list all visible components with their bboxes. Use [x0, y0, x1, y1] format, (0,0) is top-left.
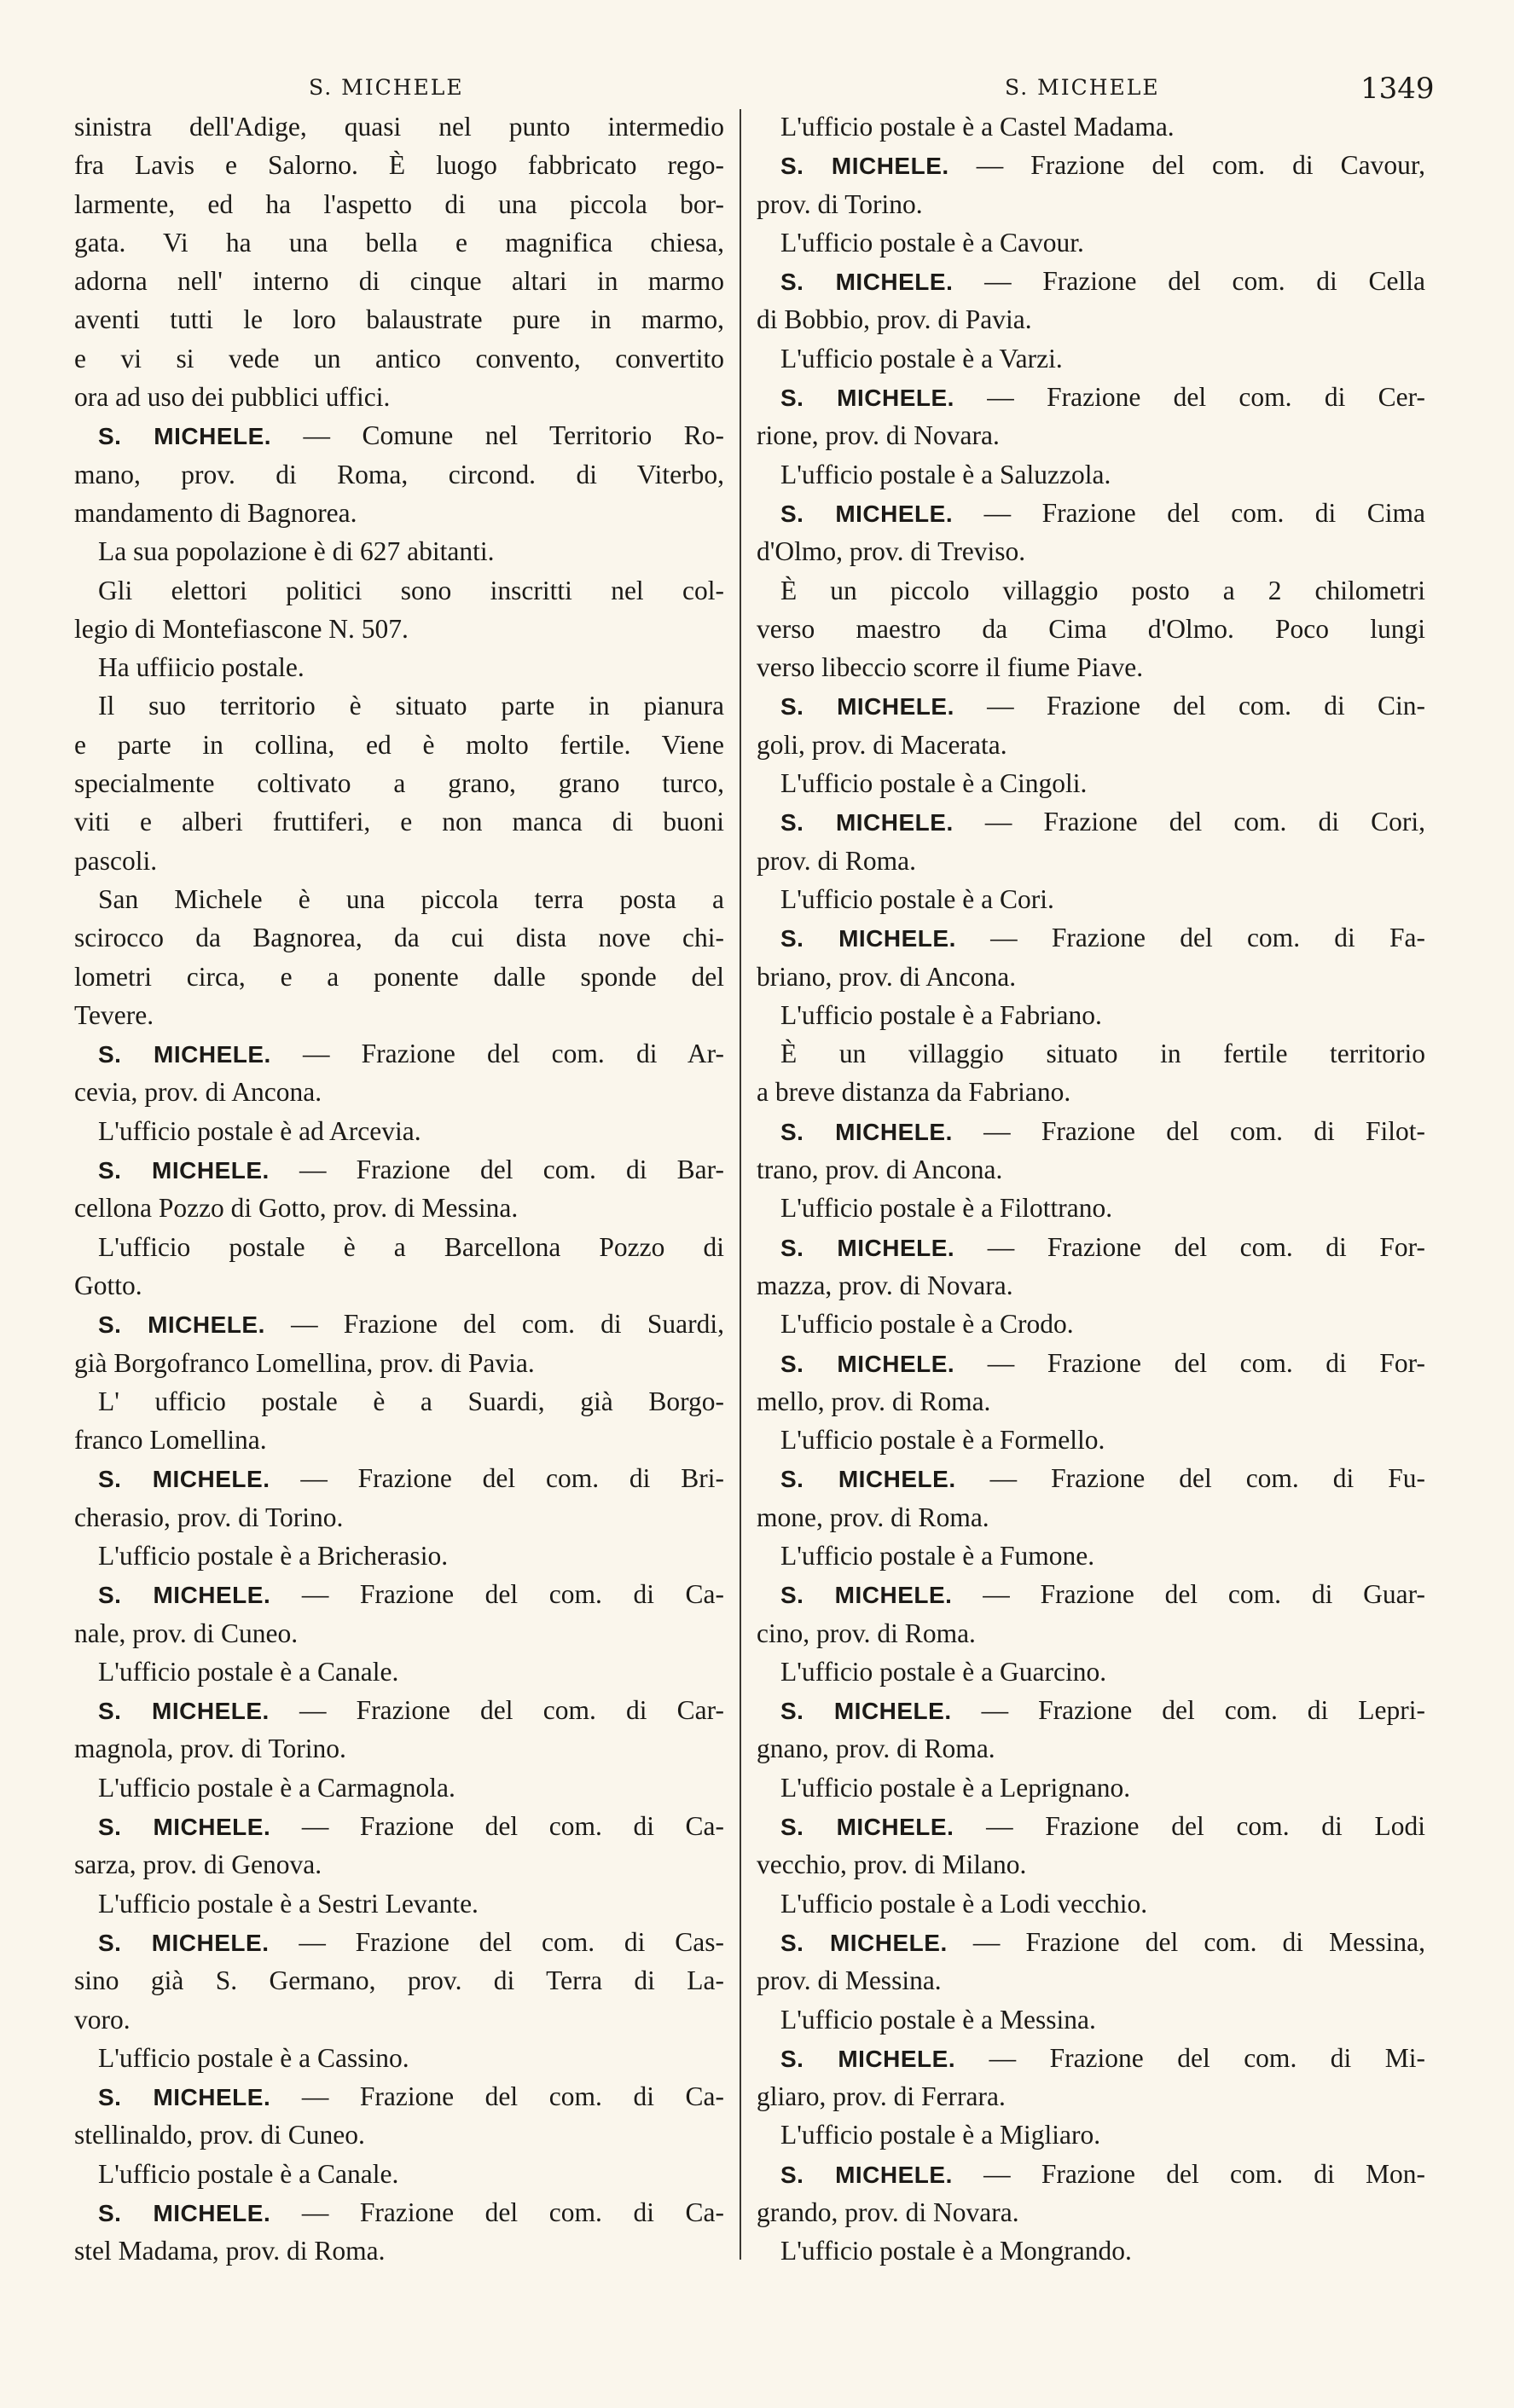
line-text: magnola, prov. di Torino. [74, 1734, 346, 1764]
text-line [757, 1034, 1425, 1073]
text-line [74, 2155, 724, 2193]
line-text: verso maestro da Cima d'Olmo. Poco lungi [757, 613, 1425, 644]
entry-heading: S. MICHELE. [780, 2045, 956, 2072]
text-line [74, 339, 724, 378]
text-line [74, 918, 724, 957]
line-text: — Frazione del com. di Lodi [954, 1811, 1426, 1842]
text-line [74, 1305, 724, 1343]
text-line [74, 958, 724, 996]
text-line [757, 146, 1425, 184]
line-text: — Frazione del com. di Cima [953, 497, 1426, 528]
line-text: sinistra dell'Adige, quasi nel punto intermedio [74, 112, 724, 142]
line-text: L'ufficio postale è a Cori. [780, 883, 1054, 914]
text-line [74, 1845, 724, 1884]
line-text: L'ufficio postale è a Cavour. [780, 227, 1084, 258]
line-text: — Frazione del com. di Bar- [269, 1155, 725, 1185]
entry-heading: S. MICHELE. [780, 1582, 953, 1609]
page-number: 1349 [1360, 72, 1435, 106]
line-text: Ha uffiicio postale. [98, 652, 305, 683]
line-text: franco Lomellina. [74, 1425, 267, 1456]
text-line [74, 1189, 724, 1227]
line-text: L'ufficio postale è a Canale. [98, 2158, 399, 2189]
line-text: L'ufficio postale è a Leprignano. [780, 1772, 1131, 1803]
line-text: — Frazione del com. di Suardi, [264, 1309, 725, 1340]
entry-heading: S. MICHELE. [98, 1698, 270, 1725]
line-text: vecchio, prov. di Milano. [757, 1849, 1027, 1880]
text-line [74, 1575, 724, 1613]
text-line [74, 802, 724, 841]
line-text: L'ufficio postale è a Fabriano. [780, 999, 1102, 1030]
line-text: — Frazione del com. di Fa- [955, 923, 1426, 953]
line-text: L'ufficio postale è a Cingoli. [780, 768, 1088, 799]
text-line [74, 2231, 724, 2270]
text-line [757, 2000, 1425, 2039]
line-text: specialmente coltivato a grano, grano turco, [74, 768, 724, 799]
entry-heading: S. MICHELE. [98, 1311, 265, 1339]
entry-heading: S. MICHELE. [98, 1041, 271, 1068]
line-text: È un piccolo villaggio posto a 2 chilometri [780, 575, 1425, 605]
text-line [74, 1807, 724, 1845]
line-text: L'ufficio postale è a Migliaro. [780, 2120, 1101, 2150]
line-text: — Frazione del com. di Car- [269, 1695, 725, 1726]
line-text: — Frazione del com. di Mi- [955, 2042, 1426, 2073]
line-text: gata. Vi ha una bella e magnifica chiesa, [74, 227, 724, 258]
entry-heading: S. MICHELE. [780, 925, 956, 952]
line-text: sino già S. Germano, prov. di Terra di La- [74, 1965, 724, 1996]
running-head-left: S. MICHELE [309, 75, 464, 100]
entry-heading: S. MICHELE. [98, 1814, 271, 1841]
text-line [74, 416, 724, 454]
line-text: — Frazione del com. di Ca- [270, 2081, 725, 2112]
line-text: fra Lavis e Salorno. È luogo fabbricato rego- [74, 150, 724, 181]
text-line [74, 1923, 724, 1961]
entry-heading: S. MICHELE. [780, 1234, 955, 1261]
line-text: — Frazione del com. di Cer- [954, 382, 1426, 413]
line-text: L'ufficio postale è a Cassino. [98, 2042, 409, 2073]
text-line [74, 1537, 724, 1575]
line-text: — Frazione del com. di Bri- [270, 1463, 725, 1494]
line-text: viti e alberi fruttiferi, e non manca di buoni [74, 807, 724, 837]
text-line [757, 2116, 1425, 2154]
text-line [757, 1923, 1425, 1961]
entry-heading: S. MICHELE. [780, 809, 954, 836]
entry-heading: S. MICHELE. [780, 385, 954, 412]
line-text: L'ufficio postale è a Barcellona Pozzo di [98, 1231, 724, 1262]
line-text: di Bobbio, prov. di Pavia. [757, 304, 1032, 335]
entry-heading: S. MICHELE. [780, 1929, 948, 1956]
line-text: Il suo territorio è situato parte in pianura [98, 691, 724, 721]
entry-heading: S. MICHELE. [98, 2084, 271, 2111]
right-column [757, 107, 1425, 2271]
line-text: mandamento di Bagnorea. [74, 497, 357, 528]
text-line [74, 610, 724, 648]
text-line [757, 1807, 1425, 1845]
text-line [74, 1768, 724, 1807]
entry-heading: S. MICHELE. [98, 1157, 270, 1184]
text-line [757, 1228, 1425, 1266]
text-line [74, 223, 724, 262]
text-line [74, 300, 724, 339]
line-text: già Borgofranco Lomellina, prov. di Pavia. [74, 1347, 535, 1378]
line-text: grando, prov. di Novara. [757, 2197, 1019, 2228]
entry-heading: S. MICHELE. [98, 1929, 270, 1956]
left-column [74, 107, 724, 2271]
entry-heading: S. MICHELE. [780, 1466, 956, 1493]
line-text: nale, prov. di Cuneo. [74, 1618, 299, 1648]
text-line [757, 726, 1425, 764]
text-line [757, 1653, 1425, 1691]
text-line [74, 2116, 724, 2154]
text-line [74, 494, 724, 532]
text-line [757, 802, 1425, 841]
line-text: — Frazione del com. di Cin- [954, 691, 1425, 721]
text-line [757, 1498, 1425, 1537]
entry-heading: S. MICHELE. [780, 1118, 953, 1145]
line-text: prov. di Roma. [757, 845, 916, 876]
text-line [74, 1459, 724, 1497]
line-text: L'ufficio postale è a Carmagnola. [98, 1772, 455, 1803]
entry-heading: S. MICHELE. [780, 500, 954, 527]
entry-heading: S. MICHELE. [780, 269, 954, 296]
text-line [757, 1729, 1425, 1768]
line-text: La sua popolazione è di 627 abitanti. [98, 536, 495, 567]
text-line [757, 1382, 1425, 1421]
text-line [757, 532, 1425, 570]
text-line [757, 686, 1425, 725]
text-line [757, 1575, 1425, 1613]
entry-heading: S. MICHELE. [780, 1698, 952, 1725]
text-line [757, 494, 1425, 532]
text-line [74, 185, 724, 223]
line-text: — Frazione del com. di Ca- [270, 1579, 725, 1610]
line-text: cellona Pozzo di Gotto, prov. di Messina. [74, 1193, 519, 1224]
line-text: adorna nell' interno di cinque altari in marmo [74, 266, 724, 297]
text-line [74, 378, 724, 416]
text-line [74, 1382, 724, 1421]
text-line [74, 726, 724, 764]
line-text: Gotto. [74, 1270, 142, 1300]
text-line [74, 1228, 724, 1266]
line-text: rione, prov. di Novara. [757, 420, 1000, 451]
line-text: lometri circa, e a ponente dalle sponde del [74, 961, 724, 992]
line-text: — Frazione del com. di Filot- [952, 1115, 1426, 1146]
line-text: gnano, prov. di Roma. [757, 1734, 995, 1764]
line-text: — Frazione del com. di Guar- [952, 1579, 1426, 1610]
line-text: L'ufficio postale è a Bricherasio. [98, 1540, 449, 1571]
line-text: — Frazione del com. di Mon- [952, 2158, 1426, 2189]
line-text: San Michele è una piccola terra posta a [98, 883, 724, 914]
line-text: L'ufficio postale è a Mongrando. [780, 2236, 1132, 2266]
entry-heading: S. MICHELE. [780, 1814, 954, 1841]
line-text: — Frazione del com. di Ca- [270, 1811, 725, 1842]
text-line [757, 1459, 1425, 1497]
entry-heading: S. MICHELE. [98, 2200, 271, 2227]
text-line [757, 185, 1425, 223]
line-text: ora ad uso dei pubblici uffici. [74, 382, 391, 413]
text-line [74, 146, 724, 184]
text-line [757, 2231, 1425, 2270]
line-text: Tevere. [74, 999, 154, 1030]
line-text: L'ufficio postale è ad Arcevia. [98, 1115, 421, 1146]
entry-heading: S. MICHELE. [98, 1466, 270, 1493]
text-line [74, 1034, 724, 1073]
line-text: L'ufficio postale è a Fumone. [780, 1540, 1095, 1571]
text-line [757, 1614, 1425, 1653]
text-line [757, 1344, 1425, 1382]
text-line [74, 1150, 724, 1189]
text-line [757, 880, 1425, 918]
line-text: cino, prov. di Roma. [757, 1618, 976, 1648]
line-text: mone, prov. di Roma. [757, 1502, 989, 1532]
line-text: — Comune nel Territorio Ro- [271, 420, 725, 451]
line-text: pascoli. [74, 845, 158, 876]
line-text: L'ufficio postale è a Filottrano. [780, 1193, 1113, 1224]
text-line [74, 107, 724, 146]
running-head-right: S. MICHELE [1005, 75, 1160, 100]
line-text: cevia, prov. di Ancona. [74, 1077, 322, 1108]
text-line [757, 416, 1425, 454]
text-line [74, 880, 724, 918]
line-text: a breve distanza da Fabriano. [757, 1077, 1071, 1108]
text-line [757, 842, 1425, 880]
text-line [74, 1073, 724, 1111]
text-line [757, 1073, 1425, 1111]
text-line [74, 648, 724, 686]
entry-heading: S. MICHELE. [780, 693, 954, 721]
line-text: e vi si vede un antico convento, convertito [74, 343, 724, 373]
text-line [757, 2039, 1425, 2077]
line-text: È un villaggio situato in fertile territorio [780, 1039, 1425, 1069]
text-line [74, 2039, 724, 2077]
text-line [757, 1884, 1425, 1923]
text-line [74, 1266, 724, 1305]
line-text: — Frazione del com. di Cella [953, 266, 1426, 297]
text-line [757, 648, 1425, 686]
text-line [74, 764, 724, 802]
text-line [74, 1421, 724, 1459]
entry-heading: S. MICHELE. [98, 423, 272, 450]
line-text: — Frazione del com. di Messina, [947, 1926, 1426, 1957]
line-text: scirocco da Bagnorea, da cui dista nove chi- [74, 923, 724, 953]
entry-heading: S. MICHELE. [780, 1350, 955, 1377]
text-line [757, 300, 1425, 339]
text-line [74, 996, 724, 1034]
text-line [757, 571, 1425, 610]
text-line [757, 2193, 1425, 2231]
line-text: prov. di Messina. [757, 1965, 942, 1996]
line-text: — Frazione del com. di Cavour, [948, 150, 1425, 181]
line-text: stellinaldo, prov. di Cuneo. [74, 2120, 365, 2150]
line-text: L'ufficio postale è a Saluzzola. [780, 459, 1111, 489]
text-line [74, 455, 724, 494]
line-text: trano, prov. di Ancona. [757, 1155, 1003, 1185]
text-line [757, 1189, 1425, 1227]
text-line [757, 764, 1425, 802]
text-line [757, 1266, 1425, 1305]
text-line [757, 1845, 1425, 1884]
line-text: e parte in collina, ed è molto fertile. Viene [74, 729, 724, 760]
line-text: goli, prov. di Macerata. [757, 729, 1007, 760]
entry-heading: S. MICHELE. [780, 153, 949, 180]
line-text: larmente, ed ha l'aspetto di una piccola bor- [74, 188, 724, 219]
line-text: L'ufficio postale è a Castel Madama. [780, 112, 1175, 142]
text-line [74, 2077, 724, 2116]
line-text: mazza, prov. di Novara. [757, 1270, 1013, 1300]
line-text: L'ufficio postale è a Crodo. [780, 1309, 1074, 1340]
line-text: L'ufficio postale è a Canale. [98, 1656, 399, 1687]
text-line [74, 2000, 724, 2039]
line-text: L'ufficio postale è a Formello. [780, 1425, 1105, 1456]
text-line [74, 262, 724, 300]
line-text: aventi tutti le loro balaustrate pure in marmo, [74, 304, 724, 335]
text-line [74, 1729, 724, 1768]
text-line [757, 262, 1425, 300]
text-line [757, 958, 1425, 996]
text-line [757, 918, 1425, 957]
text-line [757, 2155, 1425, 2193]
line-text: stel Madama, prov. di Roma. [74, 2236, 386, 2266]
line-text: voro. [74, 2004, 131, 2035]
line-text: Gli elettori politici sono inscritti nel col- [98, 575, 724, 605]
line-text: sarza, prov. di Genova. [74, 1849, 322, 1880]
line-text: L' ufficio postale è a Suardi, già Borgo- [98, 1386, 724, 1416]
text-line [757, 1112, 1425, 1150]
line-text: briano, prov. di Ancona. [757, 961, 1017, 992]
text-line [74, 1691, 724, 1729]
line-text: — Frazione del com. di For- [954, 1347, 1425, 1378]
text-line [757, 107, 1425, 146]
text-line [757, 1768, 1425, 1807]
text-line [757, 1961, 1425, 2000]
text-line [757, 1150, 1425, 1189]
entry-heading: S. MICHELE. [98, 1582, 271, 1609]
line-text: gliaro, prov. di Ferrara. [757, 2081, 1006, 2112]
text-line [757, 1537, 1425, 1575]
line-text: — Frazione del com. di Lepri- [951, 1695, 1425, 1726]
line-text: mello, prov. di Roma. [757, 1386, 991, 1416]
text-line [74, 1653, 724, 1691]
text-line [74, 1112, 724, 1150]
text-line [757, 996, 1425, 1034]
text-line [74, 1614, 724, 1653]
line-text: — Frazione del com. di Ca- [270, 2197, 725, 2228]
line-text: verso libeccio scorre il fiume Piave. [757, 652, 1144, 683]
line-text: — Frazione del com. di Cori, [953, 807, 1425, 837]
line-text: L'ufficio postale è a Messina. [780, 2004, 1096, 2035]
line-text: cherasio, prov. di Torino. [74, 1502, 344, 1532]
text-line [74, 571, 724, 610]
text-line [757, 2077, 1425, 2116]
line-text: legio di Montefiascone N. 507. [74, 613, 409, 644]
line-text: L'ufficio postale è a Lodi vecchio. [780, 1888, 1148, 1919]
text-line [74, 1961, 724, 2000]
line-text: prov. di Torino. [757, 188, 923, 219]
line-text: — Frazione del com. di Fu- [955, 1463, 1426, 1494]
line-text: — Frazione del com. di Cas- [269, 1926, 725, 1957]
line-text: L'ufficio postale è a Sestri Levante. [98, 1888, 479, 1919]
text-line [74, 2193, 724, 2231]
line-text: L'ufficio postale è a Guarcino. [780, 1656, 1107, 1687]
text-line [757, 223, 1425, 262]
text-line [757, 1421, 1425, 1459]
text-line [74, 686, 724, 725]
line-text: mano, prov. di Roma, circond. di Viterbo, [74, 459, 724, 489]
column-divider [740, 109, 741, 2260]
line-text: — Frazione del com. di Ar- [270, 1039, 724, 1069]
line-text: — Frazione del com. di For- [954, 1231, 1425, 1262]
text-line [74, 842, 724, 880]
text-line [757, 378, 1425, 416]
entry-heading: S. MICHELE. [780, 2161, 953, 2188]
text-line [74, 1884, 724, 1923]
text-line [757, 610, 1425, 648]
text-line [74, 1344, 724, 1382]
line-text: d'Olmo, prov. di Treviso. [757, 536, 1026, 567]
text-line [74, 1498, 724, 1537]
text-line [757, 455, 1425, 494]
text-line [757, 1691, 1425, 1729]
text-line [74, 532, 724, 570]
line-text: L'ufficio postale è a Varzi. [780, 343, 1063, 373]
text-line [757, 339, 1425, 378]
text-line [757, 1305, 1425, 1343]
